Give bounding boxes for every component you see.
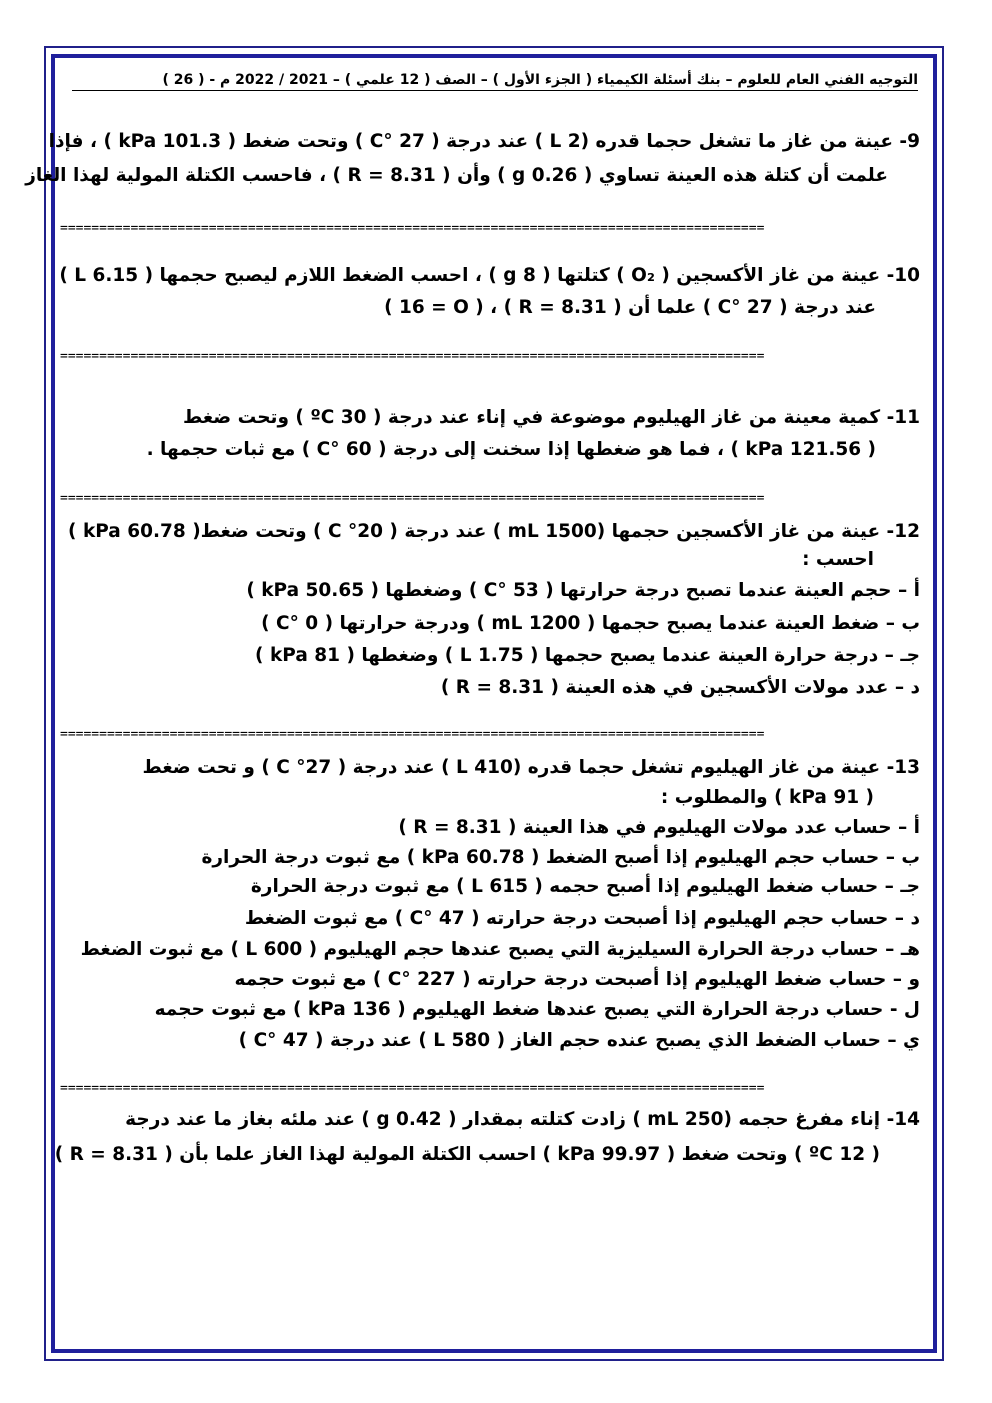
question-13-item-f: و – حساب ضغط الهيليوم إذا أصبحت درجة حرارته ( 227 °C ) مع ثبوت حجمه (234, 969, 920, 990)
question-11-line-2: ( 121.56 kPa ) ، فما هو ضغطها إذا سخنت إلى درجة ( 60 °C ) مع ثبات حجمها . (146, 439, 876, 460)
question-12-line-1: 12- عينة من غاز الأكسجين حجمها (1500 mL ) عند درجة ( 20° C ) وتحت ضغط( 60.78 kPa ) (68, 521, 920, 542)
question-10-line-1: 10- عينة من غاز الأكسجين ( O₂ ) كتلتها ( 8 g ) ، احسب الضغط اللازم ليصبح حجمها ( 6.15 L ) (59, 265, 920, 286)
question-10-line-2: عند درجة ( 27 °C ) علما أن ( R = 8.31 ) ، ( 16 = O ) (384, 297, 876, 318)
question-13-item-g: ل - حساب درجة الحرارة التي يصبح عندها ضغط الهيليوم ( 136 kPa ) مع ثبوت حجمه (154, 999, 920, 1020)
page-header: التوجيه الفني العام للعلوم – بنك أسئلة الكيمياء ( الجزء الأول ) – الصف ( 12 علمي ) – 2021 / 2022 م - ( 26 ) (72, 72, 918, 91)
question-9-line-1: 9- عينة من غاز ما تشغل حجما قدره (2 L ) عند درجة ( 27 °C ) وتحت ضغط ( 101.3 kPa ) ، فإذا (48, 131, 920, 152)
question-12-item-d: د – عدد مولات الأكسجين في هذه العينة ( R = 8.31 ) (440, 677, 920, 698)
separator: ========================================================================================== (60, 350, 765, 364)
question-13-item-e: هـ – حساب درجة الحرارة السيليزية التي يصبح عندها حجم الهيليوم ( 600 L ) مع ثبوت الضغط (80, 939, 920, 960)
question-12-line-2: احسب : (802, 549, 874, 570)
question-12-item-b: ب – ضغط العينة عندما يصبح حجمها ( 1200 mL ) ودرجة حرارتها ( 0 °C ) (261, 613, 920, 634)
separator: ========================================================================================== (60, 492, 765, 506)
question-13-item-d: د – حساب حجم الهيليوم إذا أصبحت درجة حرارته ( 47 °C ) مع ثبوت الضغط (244, 908, 920, 929)
question-13-line-1: 13- عينة من غاز الهيليوم تشغل حجما قدره (410 L ) عند درجة ( 27° C ) و تحت ضغط (142, 757, 920, 778)
question-13-item-b: ب – حساب حجم الهيليوم إذا أصبح الضغط ( 60.78 kPa ) مع ثبوت درجة الحرارة (201, 847, 920, 868)
separator: ========================================================================================== (60, 222, 765, 236)
question-12-item-a: أ – حجم العينة عندما تصبح درجة حرارتها ( 53 °C ) وضغطها ( 50.65 kPa ) (246, 580, 920, 601)
question-9-line-2: علمت أن كتلة هذه العينة تساوي ( 0.26 g ) وأن ( R = 8.31 ) ، فاحسب الكتلة المولية لهذا الغاز (25, 165, 888, 186)
question-13-item-c: جـ – حساب ضغط الهيليوم إذا أصبح حجمه ( 615 L ) مع ثبوت درجة الحرارة (250, 876, 920, 897)
question-14-line-2: ( 12 ºC ) وتحت ضغط ( 99.97 kPa ) احسب الكتلة المولية لهذا الغاز علما بأن ( R = 8.31 ) (54, 1144, 880, 1165)
question-13-line-2: ( 91 kPa ) والمطلوب : (660, 787, 874, 808)
question-14-line-1: 14- إناء مفرغ حجمه (250 mL ) زادت كتلته بمقدار ( 0.42 g ) عند ملئه بغاز ما عند درجة (125, 1109, 920, 1130)
question-11-line-1: 11- كمية معينة من غاز الهيليوم موضوعة في إناء عند درجة ( 30 ºC ) وتحت ضغط (183, 407, 920, 428)
question-13-item-h: ي – حساب الضغط الذي يصبح عنده حجم الغاز ( 580 L ) عند درجة ( 47 °C ) (238, 1030, 920, 1051)
question-13-item-a: أ – حساب عدد مولات الهيليوم في هذا العينة ( R = 8.31 ) (398, 817, 920, 838)
question-12-item-c: جـ – درجة حرارة العينة عندما يصبح حجمها ( 1.75 L ) وضغطها ( 81 kPa ) (255, 645, 920, 666)
separator: ========================================================================================== (60, 1082, 765, 1096)
separator: ========================================================================================== (60, 728, 765, 742)
